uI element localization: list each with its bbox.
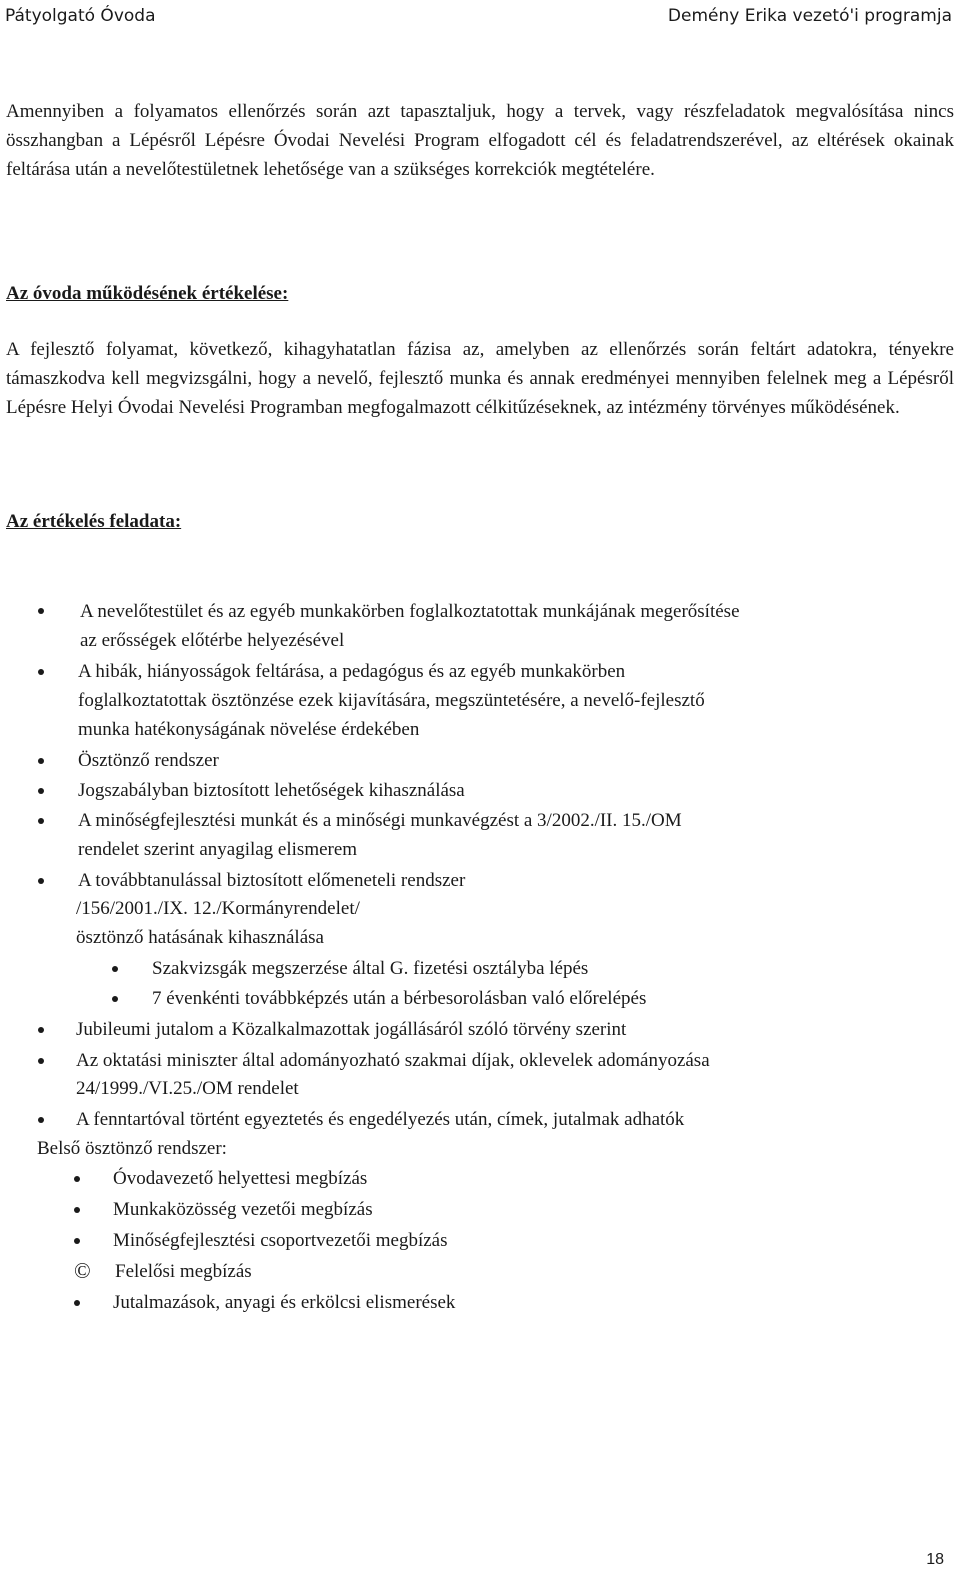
sub-list-item: 7 évenkénti továbbképzés után a bérbesorolásban való előrelépés <box>152 988 647 1009</box>
list-item-continuation: az erősségek előtérbe helyezésével <box>80 630 345 651</box>
list-item: Óvodavezető helyettesi megbízás <box>113 1168 368 1189</box>
list-item-continuation: foglalkoztatottak ösztönzése ezek kijavítására, megszüntetésére, a nevelő-fejlesztő <box>78 690 705 711</box>
list-item-continuation: ösztönző hatásának kihasználása <box>76 927 324 948</box>
list-item: Felelősi megbízás <box>115 1261 252 1282</box>
list-item-continuation: 24/1999./VI.25./OM rendelet <box>76 1078 299 1099</box>
internal-incentive-heading: Belső ösztönző rendszer: <box>37 1138 227 1159</box>
list-item: A hibák, hiányosságok feltárása, a pedagógus és az egyéb munkakörben <box>78 661 626 682</box>
bullet <box>74 1300 80 1306</box>
sub-list-item: Szakvizsgák megszerzése által G. fizetési osztályba lépés <box>152 958 589 979</box>
bullet <box>38 1027 44 1033</box>
sub-bullet <box>112 996 118 1002</box>
section-heading-tasks: Az értékelés feladata: <box>6 511 182 532</box>
list-item: Munkaközösség vezetői megbízás <box>113 1199 373 1220</box>
bullet <box>38 1117 44 1123</box>
section-heading-evaluation: Az óvoda működésének értékelése: <box>6 283 289 304</box>
list-item-continuation: rendelet szerint anyagilag elismerem <box>78 839 358 860</box>
list-item: A nevelőtestület és az egyéb munkakörben foglalkoztatottak munkájának megerősítése <box>80 601 740 622</box>
list-item: Ösztönző rendszer <box>78 750 219 771</box>
bullet <box>38 878 44 884</box>
list-item-continuation: munka hatékonyságának növelése érdekében <box>78 719 420 740</box>
intro-paragraph: Amennyiben a folyamatos ellenőrzés során azt tapasztaljuk, hogy a tervek, vagy részfeladatok megvalósítása nincs összhangban a Lépésről Lépésre Óvodai Nevelési Program elfogadott cél és feladatrendszerével, az eltérések okainak feltárása után a nevelőtestületnek lehetősége van a szükséges korrekciók megtételére. <box>6 101 954 180</box>
header-school-name: Pátyolgató Óvoda <box>5 6 156 26</box>
list-item: A fenntartóval történt egyeztetés és engedélyezés után, címek, jutalmak adhatók <box>76 1109 685 1130</box>
list-item: A továbbtanulással biztosított előmeneteli rendszer <box>78 870 466 891</box>
bullet <box>38 758 44 764</box>
copyright-symbol: © <box>74 1258 91 1283</box>
bullet <box>38 818 44 824</box>
list-item: Jogszabályban biztosított lehetőségek kihasználása <box>78 780 465 801</box>
sub-bullet <box>112 966 118 972</box>
list-item-continuation: /156/2001./IX. 12./Kormányrendelet/ <box>76 898 360 919</box>
bullet <box>38 788 44 794</box>
list-item: Minőségfejlesztési csoportvezetői megbízás <box>113 1230 448 1251</box>
evaluation-paragraph: A fejlesztő folyamat, következő, kihagyhatatlan fázisa az, amelyben az ellenőrzés során feltárt adatokra, tényekre támaszkodva kell megvizsgálni, hogy a nevelő, fejlesztő munka és annak eredményei mennyiben felelnek meg a Lépésről Lépésre Helyi Óvodai Nevelési Programban megfogalmazott célkitűzéseknek, az intézmény törvényes működésének. <box>6 339 954 418</box>
bullet <box>74 1207 80 1213</box>
list-item: Az oktatási miniszter által adományozható szakmai díjak, oklevelek adományozása <box>76 1050 710 1071</box>
bullet <box>38 1058 44 1064</box>
page-number: 18 <box>926 1551 944 1568</box>
list-item: Jutalmazások, anyagi és erkölcsi elismerések <box>113 1292 456 1313</box>
bullet <box>38 669 44 675</box>
bullet <box>74 1176 80 1182</box>
list-item: A minőségfejlesztési munkát és a minőségi munkavégzést a 3/2002./II. 15./OM <box>78 810 682 831</box>
bullet <box>74 1238 80 1244</box>
header-program-title: Demény Erika vezetó'i programja <box>667 6 952 26</box>
list-item: Jubileumi jutalom a Közalkalmazottak jogállásáról szóló törvény szerint <box>76 1019 627 1040</box>
bullet <box>38 608 44 614</box>
